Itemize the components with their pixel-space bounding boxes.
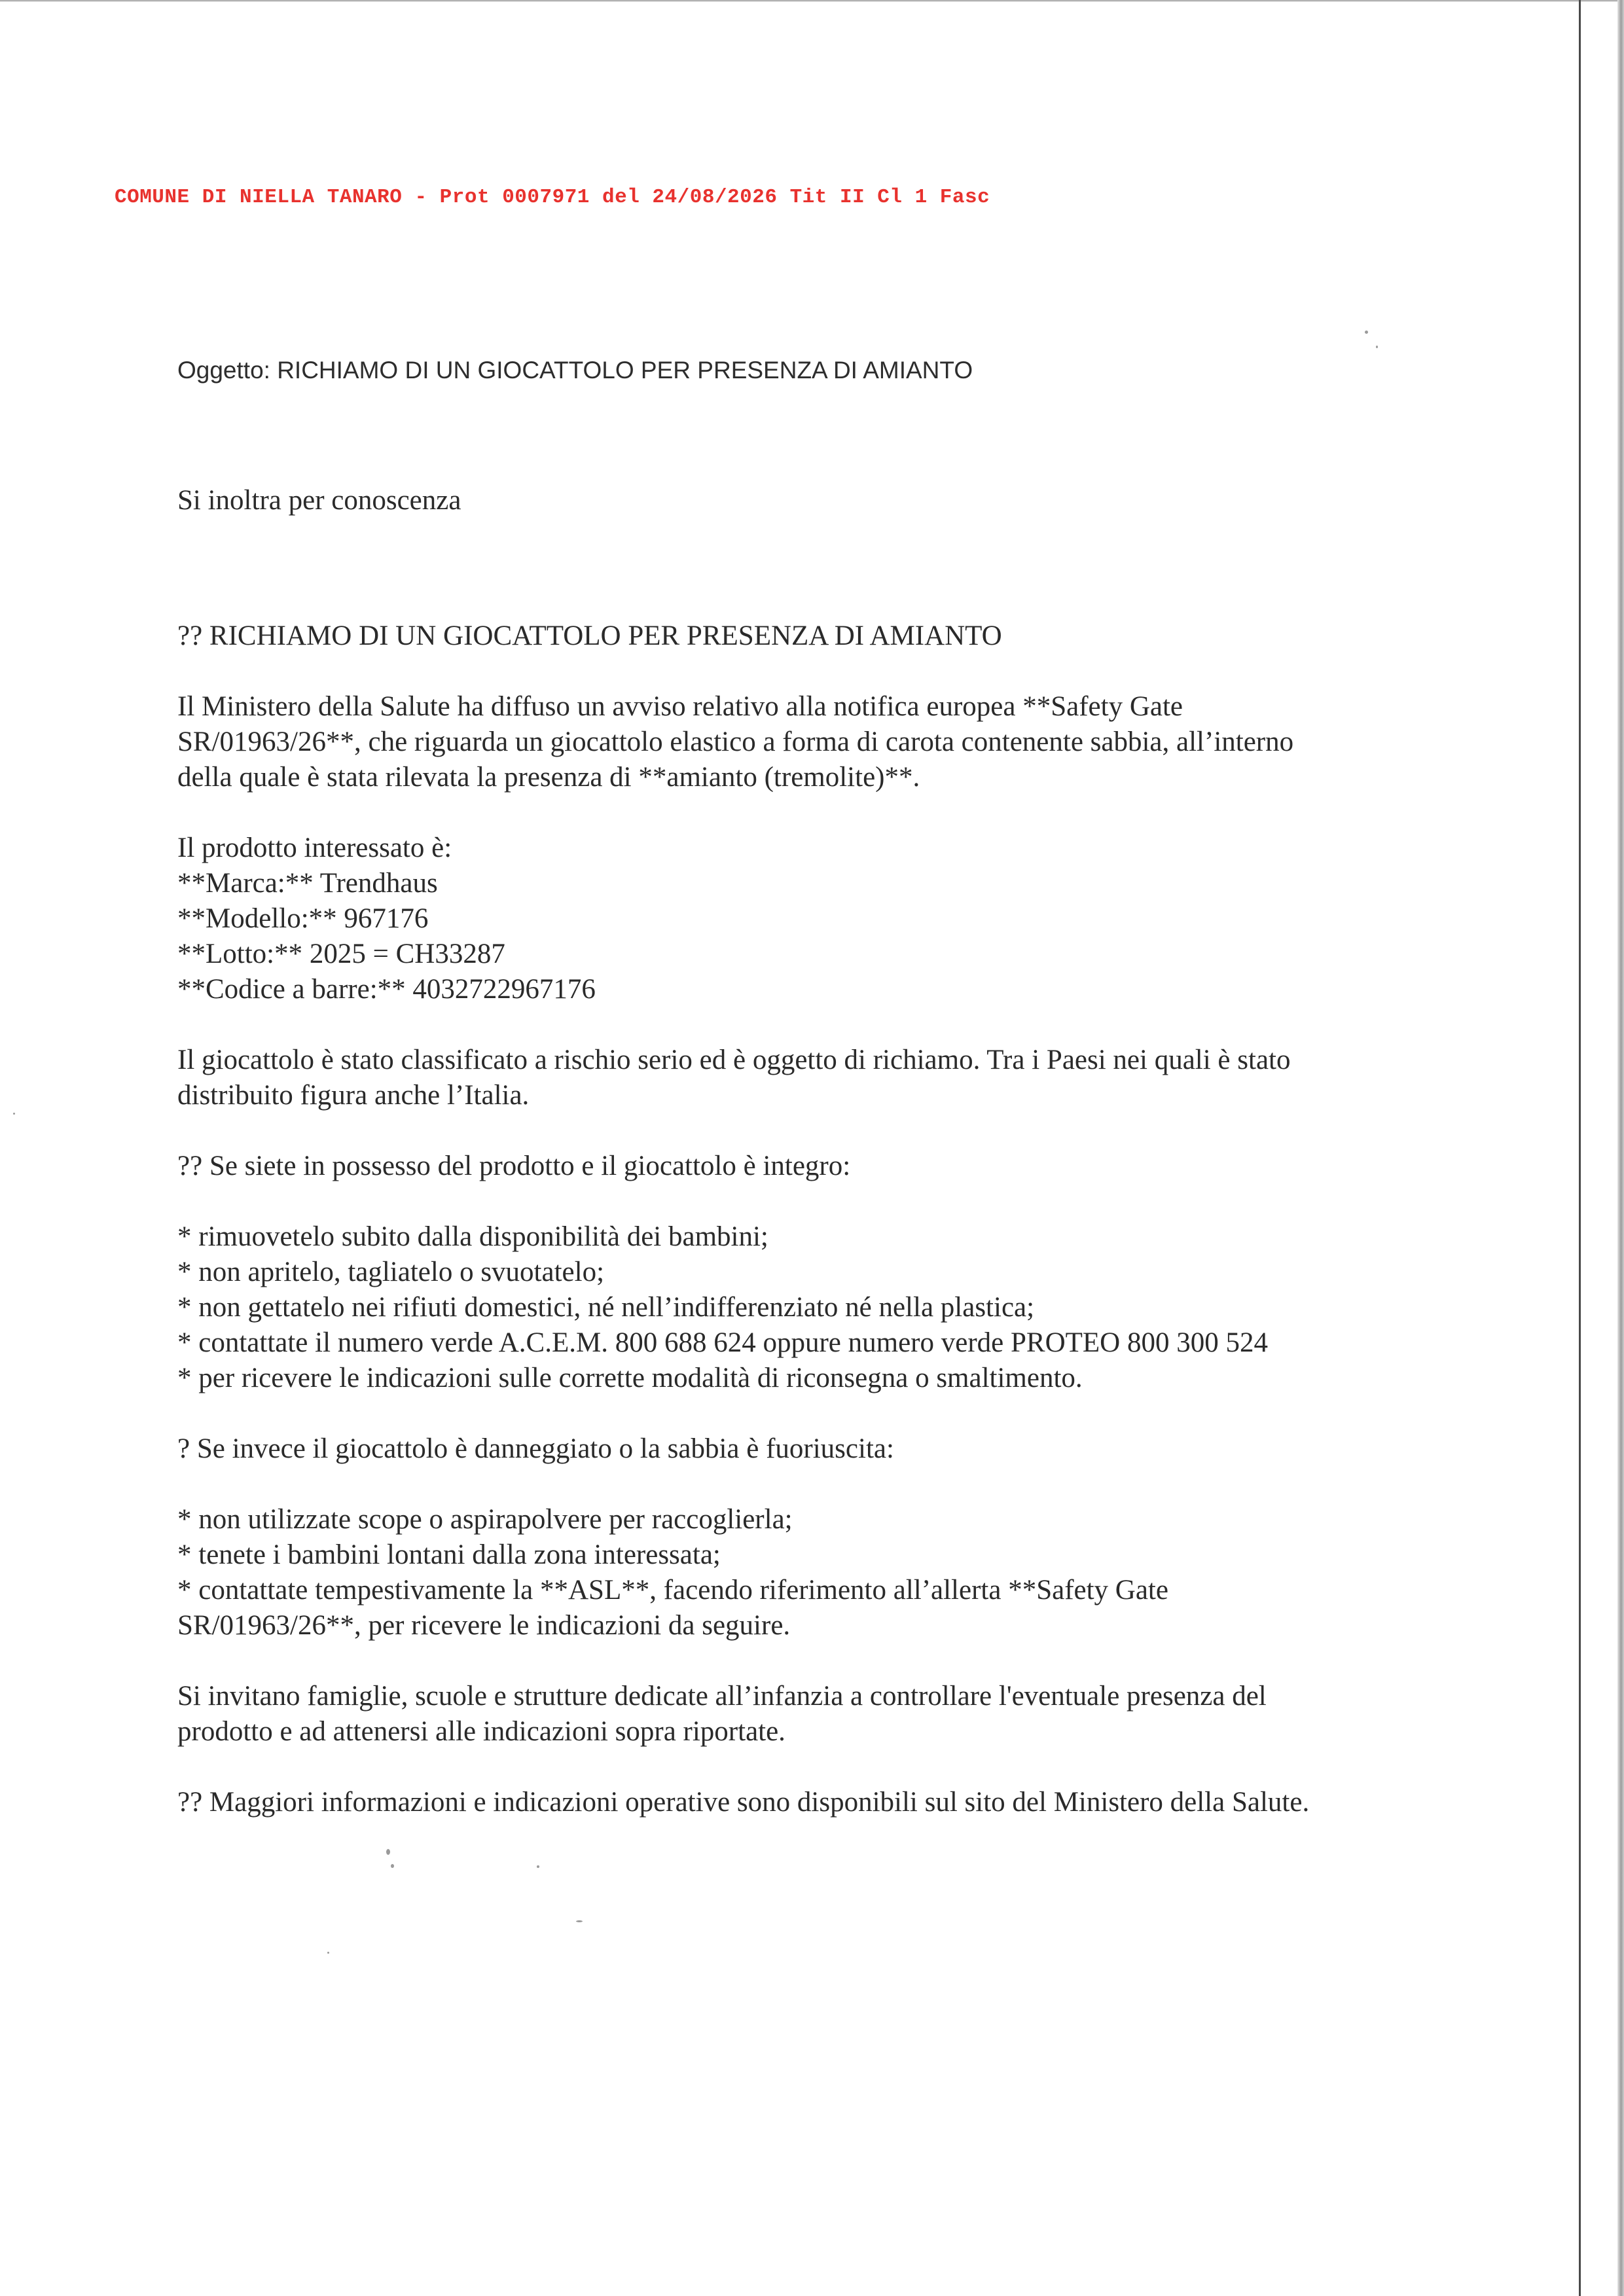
document-body	[177, 619, 1552, 1820]
intact-list-item: * non gettatelo nei rifiuti domestici, né nell’indifferenziato né nella plastica;	[177, 1292, 1035, 1323]
damaged-list-item: * tenete i bambini lontani dalla zona interessata;	[177, 1539, 721, 1570]
intact-list-item: * per ricevere le indicazioni sulle corrette modalità di riconsegna o smaltimento.	[177, 1363, 1083, 1393]
product-model: **Modello:** 967176	[177, 903, 429, 934]
paragraph3-line: Si invitano famiglie, scuole e strutture dedicate all’infanzia a controllare l'eventuale presenza del	[177, 1681, 1267, 1712]
paragraph3-line: prodotto e ad attenersi alle indicazioni sopra riportate.	[177, 1716, 785, 1747]
product-barcode: **Codice a barre:** 4032722967176	[177, 974, 596, 1005]
intro-line: Si inoltra per conoscenza	[177, 485, 461, 516]
paragraph2-line: distribuito figura anche l’Italia.	[177, 1080, 530, 1111]
scan-speck	[13, 1113, 15, 1115]
product-brand: **Marca:** Trendhaus	[177, 868, 438, 899]
scan-speck	[576, 1920, 583, 1922]
scan-speck	[386, 1849, 390, 1855]
damaged-list-item: * non utilizzate scope o aspirapolvere per raccoglierla;	[177, 1504, 793, 1535]
intact-list-item: * rimuovetelo subito dalla disponibilità dei bambini;	[177, 1221, 768, 1252]
scan-speck	[327, 1952, 329, 1954]
intact-list-item: * contattate il numero verde A.C.E.M. 800 688 624 oppure numero verde PROTEO 800 300 524	[177, 1327, 1268, 1358]
paragraph1-line: Il Ministero della Salute ha diffuso un avviso relativo alla notifica europea **Safety Gate	[177, 691, 1183, 722]
paragraph1-line: SR/01963/26**, che riguarda un giocattolo elastico a forma di carota contenente sabbia, all’interno	[177, 726, 1294, 757]
closing-line: ?? Maggiori informazioni e indicazioni operative sono disponibili sul sito del Ministero della Salute.	[177, 1787, 1310, 1818]
scan-speck	[391, 1864, 394, 1868]
scan-speck	[1376, 346, 1378, 348]
intact-list-item: * non apritelo, tagliatelo o svuotatelo;	[177, 1257, 605, 1287]
damaged-heading: ? Se invece il giocattolo è danneggiato o la sabbia è fuoriuscita:	[177, 1433, 894, 1464]
paragraph2-line: Il giocattolo è stato classificato a rischio serio ed è oggetto di richiamo. Tra i Paesi nei quali è stato	[177, 1045, 1291, 1075]
product-lot: **Lotto:** 2025 = CH33287	[177, 939, 505, 969]
scan-speck	[1365, 331, 1368, 334]
intact-heading: ?? Se siete in possesso del prodotto e il giocattolo è integro:	[177, 1151, 851, 1181]
protocol-stamp: COMUNE DI NIELLA TANARO - Prot 0007971 del 24/08/2026 Tit II Cl 1 Fasc	[115, 186, 990, 209]
scan-right-line	[1579, 0, 1581, 2296]
paragraph1-line: della quale è stata rilevata la presenza di **amianto (tremolite)**.	[177, 762, 920, 793]
scan-speck	[537, 1865, 539, 1868]
damaged-list-item: SR/01963/26**, per ricevere le indicazioni da seguire.	[177, 1610, 791, 1641]
subject-line: Oggetto: RICHIAMO DI UN GIOCATTOLO PER PRESENZA DI AMIANTO	[177, 357, 973, 384]
product-intro: Il prodotto interessato è:	[177, 833, 452, 863]
body-heading: ?? RICHIAMO DI UN GIOCATTOLO PER PRESENZA DI AMIANTO	[177, 620, 1002, 651]
scan-right-edge	[1617, 0, 1624, 2296]
damaged-list-item: * contattate tempestivamente la **ASL**, facendo riferimento all’allerta **Safety Gate	[177, 1575, 1168, 1605]
scan-top-edge	[0, 0, 1624, 2]
